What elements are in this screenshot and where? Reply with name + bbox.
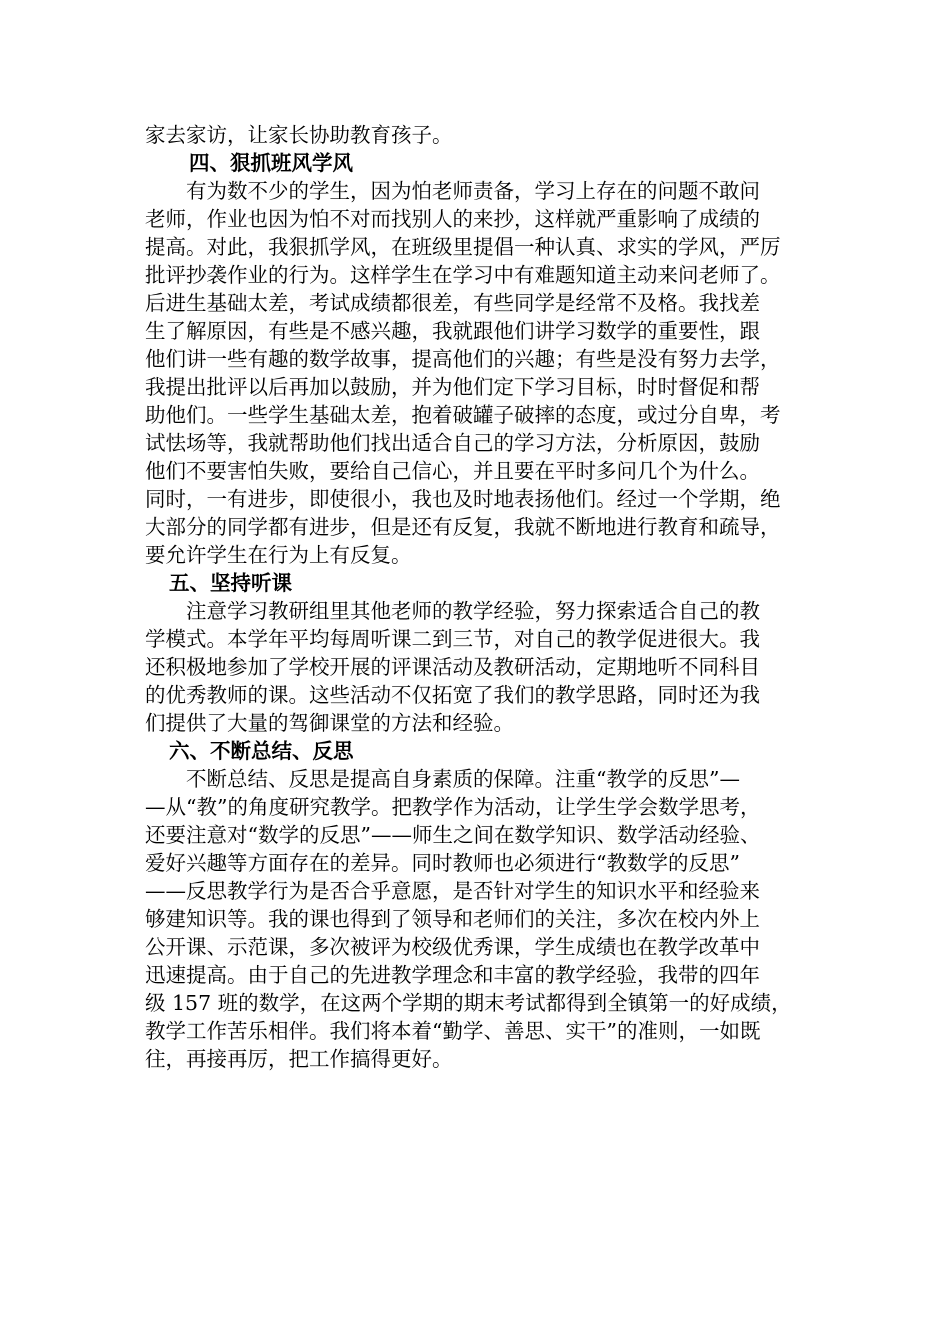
section-heading: 四、狠抓班风学风 bbox=[189, 151, 353, 175]
paragraph-line: 后进生基础太差，考试成绩都很差，有些同学是经常不及格。我找差 bbox=[145, 291, 760, 315]
paragraph-line: 助他们。一些学生基础太差，抱着破罐子破摔的态度，或过分自卑，考 bbox=[145, 403, 781, 427]
section-heading: 五、坚持听课 bbox=[169, 571, 292, 595]
paragraph-line: 要允许学生在行为上有反复。 bbox=[145, 543, 412, 567]
paragraph-line: 学模式。本学年平均每周听课二到三节，对自己的教学促进很大。我 bbox=[145, 627, 760, 651]
paragraph-line: 大部分的同学都有进步，但是还有反复，我就不断地进行教育和疏导， bbox=[145, 515, 781, 539]
paragraph-line: 不断总结、反思是提高自身素质的保障。注重“教学的反思”— bbox=[186, 767, 740, 791]
paragraph-line: 还要注意对“数学的反思”——师生之间在数学知识、数学活动经验、 bbox=[145, 823, 761, 847]
paragraph-line: —从“教”的角度研究教学。把教学作为活动，让学生学会数学思考， bbox=[145, 795, 761, 819]
paragraph-line: 生了解原因，有些是不感兴趣，我就跟他们讲学习数学的重要性，跟 bbox=[145, 319, 760, 343]
document-body bbox=[145, 121, 822, 1073]
paragraph-line: 提高。对此，我狠抓学风，在班级里提倡一种认真、求实的学风，严厉 bbox=[145, 235, 781, 259]
paragraph-line: 们提供了大量的驾御课堂的方法和经验。 bbox=[145, 711, 514, 735]
paragraph-line: 批评抄袭作业的行为。这样学生在学习中有难题知道主动来问老师了。 bbox=[145, 263, 781, 287]
paragraph-line: 公开课、示范课，多次被评为校级优秀课，学生成绩也在教学改革中 bbox=[145, 935, 760, 959]
paragraph-line: 够建知识等。我的课也得到了领导和老师们的关注，多次在校内外上 bbox=[145, 907, 760, 931]
paragraph-line: 注意学习教研组里其他老师的教学经验，努力探索适合自己的教 bbox=[186, 599, 760, 623]
paragraph-line: 家去家访，让家长协助教育孩子。 bbox=[145, 123, 453, 147]
paragraph-line: ——反思教学行为是否合乎意愿，是否针对学生的知识水平和经验来 bbox=[145, 879, 760, 903]
paragraph-line: 爱好兴趣等方面存在的差异。同时教师也必须进行“教数学的反思” bbox=[145, 851, 740, 875]
paragraph-line: 有为数不少的学生，因为怕老师责备，学习上存在的问题不敢问 bbox=[186, 179, 760, 203]
paragraph-line: 他们讲一些有趣的数学故事，提高他们的兴趣；有些是没有努力去学， bbox=[145, 347, 781, 371]
paragraph-line: 的优秀教师的课。这些活动不仅拓宽了我们的教学思路，同时还为我 bbox=[145, 683, 760, 707]
paragraph-line: 我提出批评以后再加以鼓励，并为他们定下学习目标，时时督促和帮 bbox=[145, 375, 760, 399]
paragraph-line: 往，再接再厉，把工作搞得更好。 bbox=[145, 1047, 453, 1071]
paragraph-line: 还积极地参加了学校开展的评课活动及教研活动，定期地听不同科目 bbox=[145, 655, 760, 679]
paragraph-line: 级 157 班的数学，在这两个学期的期末考试都得到全镇第一的好成绩， bbox=[145, 991, 792, 1015]
paragraph-line: 试怯场等，我就帮助他们找出适合自己的学习方法，分析原因，鼓励 bbox=[145, 431, 760, 455]
paragraph-line: 老师，作业也因为怕不对而找别人的来抄，这样就严重影响了成绩的 bbox=[145, 207, 760, 231]
paragraph-line: 教学工作苦乐相伴。我们将本着“勤学、善思、实干”的准则，一如既 bbox=[145, 1019, 761, 1043]
paragraph-line: 他们不要害怕失败，要给自己信心，并且要在平时多问几个为什么。 bbox=[145, 459, 760, 483]
section-heading: 六、不断总结、反思 bbox=[169, 739, 354, 763]
paragraph-line: 迅速提高。由于自己的先进教学理念和丰富的教学经验，我带的四年 bbox=[145, 963, 760, 987]
paragraph-line: 同时，一有进步，即使很小，我也及时地表扬他们。经过一个学期，绝 bbox=[145, 487, 781, 511]
